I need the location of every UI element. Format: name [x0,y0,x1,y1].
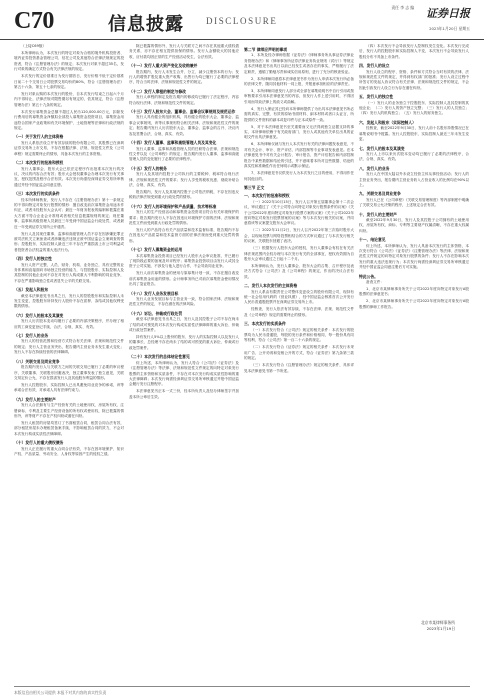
issue-date: 2023年1月20日 星期五 [429,26,470,31]
body-paragraph: 发行人合法拥有与生产经营有关的土地使用权、房屋所有权、注册商标、专利及主要生产经营设备的所有权或使用权，除已披露的情形外，该等财产不存在产权纠纷或潜在纠纷。 [14,403,124,418]
section-heading: （九）发行人的主要财产 [14,396,56,402]
body-paragraph: 发行人章程的制定及报告期内的修改均已履行了法定程序，内容符合现行法律、法规和规范性文件的规定。 [129,95,239,105]
section-heading: （八）关联交易及同业竞争 [14,358,60,364]
section-heading: （十二）发行人章程的制定与修改 [129,88,186,94]
section-heading: （十七）发行人募集资金的运用 [129,247,183,253]
section-heading: 十、发行人的主要财产 [359,211,397,217]
body-paragraph: 发行人控股股东、实际控制人已出具避免同业竞争的承诺，该等承诺合法有效，对承诺人具有法律约束力。 [14,382,124,393]
body-paragraph: 发行人历次股本变动均履行了必要的内部决策程序，并办理了相应的工商变更登记手续，合法、合规、真实、有效。 [14,319,124,329]
body-paragraph: 截至本法律意见书出具之日，发行人的控股股东和实际控制人未发生变更，控股股东所持发行人股份不存在质押、冻结或其他权利受限的情形。 [14,293,124,309]
section-title-en: DISCLOSURE [206,16,278,26]
body-paragraph: （一）发行人的业务独立于控股股东、实际控制人及其控制的其他企业；（二）发行人的资产独立完整；（三）发行人的人员独立；（四）发行人的机构独立；（五）发行人的财务独立。 [359,100,469,116]
section-heading: 七、发行人的股本及其演变 [359,145,405,151]
body-paragraph: （上接C69版） [21,44,47,48]
section-heading: 特此公告。 [359,273,378,279]
section-heading: （十六）发行人的环境保护和产品质量、技术等标准 [129,203,217,209]
masthead [0,0,484,40]
body-paragraph: （三）本次发行符合《注册管理办法》规定的相关条件，具体详见本法律意见书第一节所述。 [244,363,354,373]
body-paragraph: 发行人董事、监事和高级管理人员的任职符合法律、法规和规范性文件以及《公司章程》的规定；报告期内发行人董事、监事和高级管理人员的变化履行了必要的法律程序。 [129,146,239,162]
section-heading: 二、发行人本次发行的主体资格 [244,283,298,289]
page-footer [14,686,470,695]
body-paragraph: 发行人租赁的房屋均签订了书面租赁合同，租赁合同合法有效，部分租赁房屋未办理租赁备案手续，不影响租赁合同的效力，不会对本次发行构成实质性法律障碍。 [14,420,124,436]
body-paragraph: 发行人具有健全的组织机构，具有健全的股东大会、董事会、监事会议事规则，该等议事规则符合相关法律、法规和规范性文件的规定；报告期内发行人历次股东大会、董事会、监事会的召开、决议内容及签署合法、合规、真实、有效。 [129,115,239,136]
section-heading: （十一）发行人重大资产变化及收购兼并 [129,63,198,69]
body-paragraph: 发行人设立的程序、资格、条件和方式符合当时有效的法律、法规和规范性文件的规定，并得到有权部门的批准；发行人设立过程中所签订的发起人协议符合有关法律、法规和规范性文件的规定，不会因此引致发行人设立行为存在潜在纠纷。 [359,69,469,90]
body-paragraph: 本所律师认为，本次发行的特定对象为合格的境外机构投资者、境内证券投资基金管理公司、信托公司及其他符合法律法规规定的投资者，符合《注册管理办法》的规定；本次发行对象不超过35名，发行对象的确定方式符合有关法律法规的规定。 [14,51,124,72]
body-paragraph: 2、北京市某律师事务所关于公司2022年度向特定对象发行A股股票的律师工作报告。 [359,299,469,309]
section-heading: （一）关于发行人的主体资格 [14,134,64,140]
section-heading: （十九）诉讼、仲裁或行政处罚 [129,310,183,316]
body-paragraph: 5、对于本法律意见书至关重要而又无法得到独立证据支持的事实，本所律师依赖于有关政府部门、发行人或其他有关单位出具的证明文件出具法律意见。 [244,124,354,140]
section-heading: 三、本次发行的实质条件 [244,321,286,327]
section-heading: （十四）发行人董事、监事和高级管理人员及其变化 [129,140,217,146]
section-heading: （七）发行人的业务 [14,333,49,339]
body-paragraph: 本次发行的定价基准日为发行期首日，发行价格不低于定价基准日前二十个交易日公司股票交易均价的80%，符合《注册管理办法》第五十六条、第五十七条的规定。 [14,74,124,90]
body-paragraph: 发行人系依法设立并有效存续的股份有限公司，其股票已在深圳证券交易所上市交易，不存在根据法律、法规、规范性文件及《公司章程》规定需要终止的情形，具备本次发行的主体资格。 [14,140,124,156]
body-paragraph: 发行人的产品符合有关产品质量和技术监督标准，报告期内不存在因违反产品质量和技术监督方面的法律法规而受到重大处罚的情形。 [129,227,239,243]
body-paragraph: （四）本次发行不会导致发行人控制权发生变化。本次发行完成后，发行人的控股股东和实际控制人不变，本次发行不会导致发行人股权分布不具备上市条件。 [359,44,469,59]
body-paragraph: 发行人系由有限责任公司整体变更设立的股份有限公司，现持有统一社会信用代码的《营业执照》，经中国证监会核准首次公开发行人民币普通股股票并在深圳证券交易所上市。 [244,289,354,305]
body-paragraph: （一）2022年10月15日，发行人召开第五届董事会第十二次会议，审议通过了《关于公司符合向特定对象发行股票条件的议案》《关于公司2022年度向特定对象发行股票方案的议案》《关于公司2022年度向特定对象发行股票预案的议案》等与本次发行相关的议案，并同意将该等议案提交股东大会审议。 [244,199,354,226]
body-paragraph: 备查文件： [366,280,384,285]
section-heading: 八、发行人的业务 [359,165,390,171]
section-heading: 四、发行人的设立 [359,63,390,69]
body-paragraph: 持有发行人5%以上股份的股东、发行人的实际控制人以及发行人的董事长、总经理不存在尚未了结的或可预见的重大诉讼、仲裁或行政处罚案件。 [129,335,239,350]
section-heading: （十三）发行人股东大会、董事会、监事会议事规则及规范运作 [129,109,236,115]
editor-credit: 责任 李 志 编 [391,5,414,10]
body-paragraph: 发行人的生产经营活动和募集资金投资项目符合有关环境保护的要求；报告期内发行人不存在因违反环境保护方面的法律、法规和规范性文件而受到重大行政处罚的情形。 [129,210,239,225]
body-paragraph: 3、本所律师同意发行人部分或全部在募集说明书中自行引用或按审核要求引用本法律意见书的内容，但发行人作上述引用时，不得因引用而导致法律上的歧义或曲解。 [244,89,354,104]
section-heading: （五）发起人和股东 [14,287,49,293]
section-heading: （四）发行人的独立性 [14,256,52,262]
body-paragraph: 发行人业务发展目标与主营业务一致，符合国家法律、法规和规范性文件的规定，不存在潜在的法律风险。 [129,297,239,307]
body-paragraph: 6、本所律师仅就与发行人本次发行有关的法律问题发表意见，不对有关会计、审计、资产评估、内部控制等专业事项发表意见。在本法律意见书中对有关会计报告、审计报告、资产评估报告和内部控制报告中某些数据和结论的引述，并不意味着本所对这些数据、结论的真实性和准确性作出任何明示或默示保证。 [244,142,354,169]
body-paragraph: 本次发行募集资金总额不超过人民币120,000.00万元，扣除发行费用后的募集资金净额拟全部投入募集资金投资项目，募集资金用途符合国家产业政策和有关环境保护、土地管理等法律和行政法规的规定。 [14,109,124,131]
body-paragraph: 本次募集资金投资项目已经发行人股东大会审议批准，并已履行了现阶段必要的备案及环评程序；募集资金投资项目由发行人或其全资子公司实施，不涉及与他人进行合作，不会导致同业竞争。 [129,253,239,269]
text-column-3 [244,44,354,660]
footer-disclaimer: 本版信息由相关公司提供 本报不对其内容的真实性负责 [14,690,107,695]
body-paragraph: 1、北京市某律师事务所关于公司2022年度向特定对象发行A股股票的法律意见书； [359,287,469,297]
signatory-name: 北京市某律师事务所 [420,620,455,625]
body-paragraph: 发行人已在《公司章程》《关联交易管理制度》等内部制度中明确了关联交易公允决策的程序，上述规定合法有效。 [359,197,469,208]
signature-date: 2023年1月19日 [426,625,455,631]
body-paragraph: 发行人上市以来历次股本变动均已履行了必要的法律程序，合法、合规、真实、有效。 [359,151,469,162]
section-heading: 十一、结论意见 [359,237,386,243]
text-column-2 [129,44,239,660]
body-paragraph: 发行人正在履行的重大合同合法有效，不存在因环境保护、知识产权、产品质量、劳动安全、人身权等原因产生的侵权之债。 [14,446,124,456]
body-paragraph: 报告期内，发行人及其境内控股子公司依法纳税，不存在因违反税收法律法规受到重大行政处罚的情形。 [129,189,239,200]
section-heading: 五、发行人的独立性 [359,94,394,100]
body-paragraph: 发行人董事会、股东大会已依法定程序作出批准本次发行的决议，决议的内容合法有效；股东大会授权董事会办理本次发行有关事宜，授权范围及程序合法有效。本次发行尚需经深圳证券交易所审核通过并经中国证监会同意注册。 [14,166,124,187]
section-heading: 一、本次发行的批准和授权 [244,193,290,199]
section-title: 信息披露 [108,14,184,35]
body-paragraph: 发行对象认购的本次发行的股份，自本次发行结束之日起六个月内不得转让，法律法规对限售期另有规定的，依其规定，符合《注册管理办法》第五十九条的规定。 [14,92,124,107]
section-heading: （十八）发行人业务发展目标 [129,290,179,296]
page-code: C70 [14,8,54,34]
section-heading: 第三节 正文 [244,184,265,190]
section-heading: 九、关联交易及同业竞争 [359,191,401,197]
section-heading: （六）发行人的股本及其演变 [14,312,64,318]
newspaper-logo: 证券日报 [426,7,470,20]
body-paragraph: 发行人资产完整，人员、财务、机构、业务独立，具有完整的业务体系和直接面向市场独立经营的能力，与控股股东、实际控制人及其控制的其他企业间不存在对发行人构成重大不利影响的同业竞争，不存在严重影响独立性或者显失公平的关联交易。 [14,262,124,283]
body-paragraph: 本所律师认为，发行人董事会、股东大会的召集、召开程序及表决方式符合《公司法》及《公司章程》的规定，作出的决议合法有效。 [244,263,354,279]
body-paragraph: （三）根据发行人股东大会的授权，发行人董事会有权在有关法律法规范围内全权办理与本次发行有关的全部事宜，授权有效期为自股东大会审议通过之日起十二个月。 [244,246,354,261]
body-paragraph: 本法律意见书正本一式三份，经本所负责人及经办律师签字并加盖本所公章后生效。 [129,389,239,399]
section-heading: （二十）本次发行的总体结论性意见 [129,354,190,360]
body-paragraph: 发行人及其现任董事、监事和高级管理人员不存在因涉嫌犯罪正被司法机关立案侦查或者涉嫌违法违规正被中国证监会立案调查的情形；控股股东、实际控制人最近三年不存在严重损害上市公司利益或者投资者合法权益的重大违法行为。 [14,231,124,252]
body-paragraph: （二）2022年11月2日，发行人召开2022年第三次临时股东大会，以现场投票与网络投票相结合的方式审议通过了与本次发行相关的议案，关联股东回避了表决。 [244,228,354,244]
section-heading: （三）本次发行的实质条件 [14,191,60,197]
section-heading: 第二节 律师应声明的事项 [244,47,288,52]
body-paragraph: 综上所述，本所律师认为，发行人具备本次发行的主体资格，本次发行符合《公司法》《证券法》《注册管理办法》等法律、法规和规范性文件规定的向特定对象发行股票的条件；发行人不存在影响本次发行的重大违法违规行为；本次发行尚需经深圳证券交易所审核通过并经中国证监会同意注册后方可实施。 [359,243,469,270]
body-paragraph: 发行人及其境内控股子公司执行的主要税种、税率符合现行法律、法规和规范性文件的要求；发行人享受的税收优惠、财政补贴合法、合规、真实、有效。 [129,172,239,187]
body-paragraph: 7、本法律意见书仅供发行人为本次发行之目的使用，不得用作任何其他目的。 [244,171,354,181]
body-paragraph: （二）本次发行符合《证券法》规定的相关条件：本次发行未采用广告、公开劝诱和变相公开的方式，符合《证券法》第九条第三款的规定。 [244,345,354,361]
section-heading: （二）本次发行的批准和授权 [14,160,64,166]
body-paragraph: 发行人在中国大陆以外未设立经营主体从事经营活动；发行人的主营业务突出，报告期内主营业务收入占营业收入的比例均在90%以上。 [359,172,469,187]
body-paragraph: 截至2022年9月30日，发行人及其控股子公司拥有的土地使用权、房屋所有权、商标、专利等主要财产权属清晰，不存在重大权属纠纷。 [359,217,469,233]
text-column-1 [14,44,124,660]
body-paragraph: 1、本所及经办律师依据《证券法》《律师事务所从事证券法律业务管理办法》和《律师事务所证券法律业务执业规则（试行）》等规定及本法律意见书出具日以前已经发生或者存在的事实，严格履行了法定职责，遵循了勤勉尽责和诚实信用原则，进行了充分的核查验证。 [244,53,354,74]
section-heading: （十）发行人的重大债权债务 [14,440,64,446]
body-paragraph: 报告期内，发行人未发生合并、分立、减少注册资本的行为；发行人的增资扩股及重大资产收购、出售行为均已履行了必要的法律程序，符合当时法律、法规和规范性文件的规定。 [129,69,239,85]
section-heading: （十五）发行人的税务 [129,165,167,171]
section-heading: 六、发起人和股东（实际控制人） [359,119,416,125]
body-paragraph: 经核查，截至2022年9月30日，发行人前十名股东持股情况已在募集说明书中披露。发行人控股股东、实际控制人最近三年未发生变更。 [359,126,469,142]
article-body [14,44,470,660]
body-paragraph: 2、本所律师同意将本法律意见书作为发行人申请本次发行所必备的法律文件，随同其他材料一同上报，并愿意承担相应的法律责任。 [244,76,354,87]
body-paragraph: 截至本法律意见书出具之日，发行人及其控股子公司不存在尚未了结的或可预见的对本次发行构成实质性法律障碍的重大诉讼、仲裁或行政处罚案件。 [129,317,239,333]
body-paragraph: 经核查，发行人依法有效存续，不存在法律、法规、规范性文件及《公司章程》规定的需要终止的情形。 [244,307,354,317]
signature-block [345,620,455,631]
body-paragraph: 发行人前次募集资金的使用与原募集计划一致，不存在擅自改变前次募集资金用途的情形。会计师事务所已对前次募集资金使用情况出具了鉴证报告。 [129,271,239,287]
body-paragraph: 报告期内发行人与关联方之间的关联交易已履行了必要的审议程序，关联董事、关联股东回避表决，独立董事发表了独立意见，关联交易定价公允，不存在损害发行人及其他股东利益的情形。 [14,365,124,380]
body-paragraph: （一）本次发行符合《公司法》规定的相关条件：本次发行的股票均为人民币普通股，每股的发行条件和价格相同，每一股份具有同等权利，符合《公司法》第一百二十六条的规定。 [244,327,354,343]
text-column-4 [359,44,469,660]
body-paragraph: 发行人的经营范围和经营方式符合有关法律、法规和规范性文件的规定；发行人主营业务突出，报告期内主营业务未发生重大变化；发行人不存在持续经营的法律障碍。 [14,339,124,355]
body-paragraph: 4、发行人保证其已经向本所律师提供了为出具本法律意见书所必需的真实、完整、有效的原始书面材料、副本材料或者口头证言，所提供的文件资料的副本或复印件与正本或原件一致。 [244,106,354,122]
body-paragraph: 经本所律师核查，发行人不存在《注册管理办法》第十一条规定的不得向特定对象发行股票的情形：擅自改变前次募集资金用途未作纠正，或者未经股东大会认可；最近一年财务报表的编制和披露在重大方面不符合企业会计准则或者相关信息披露规则的规定；现任董事、监事和高级管理人员最近三年受到中国证监会行政处罚，或者最近一年受到证券交易所公开谴责。 [14,197,124,229]
body-paragraph: 除已披露的情形外，发行人与关联方之间不存在其他重大债权债务关系，亦不存在相互提供担保的情形。发行人金额较大的其他应收、应付款均因正常的生产经营活动发生，合法有效。 [129,44,239,59]
body-paragraph: 综上所述，本所律师认为，发行人符合《公司法》《证券法》及《注册管理办法》等法律、法规和规范性文件规定的向特定对象发行股票的主体资格和实质条件，不存在对本次发行构成实质性影响的重大法律障碍；本次发行尚需经深圳证券交易所审核通过并报中国证监会履行发行注册程序。 [129,360,239,387]
